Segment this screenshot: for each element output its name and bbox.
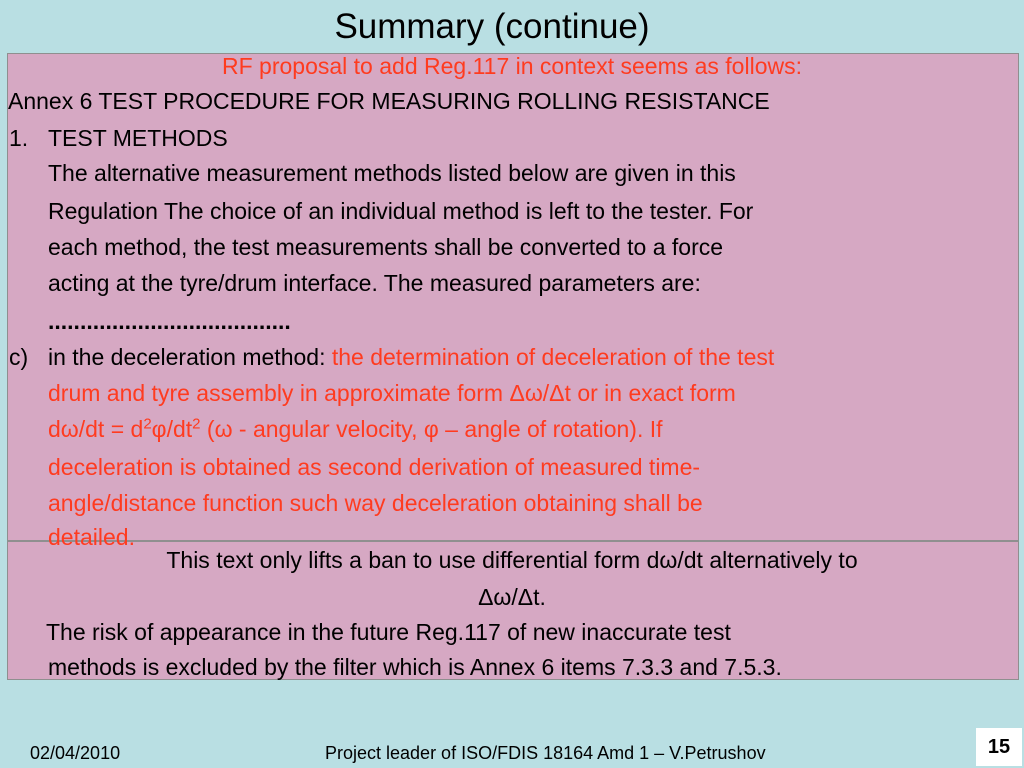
item-c-red-tail: deceleration is obtained as second derivation of measured time- bbox=[48, 454, 701, 480]
note-line: Δω/Δt. bbox=[478, 584, 546, 610]
item-c-label: in the deceleration method: bbox=[48, 344, 332, 370]
formula-sup2: 2 bbox=[192, 415, 201, 433]
formula-b: φ/dt bbox=[151, 416, 193, 442]
proposal-heading: RF proposal to add Reg.117 in context seems as follows: bbox=[222, 53, 802, 79]
item-c-marker: c) bbox=[9, 344, 29, 370]
risk-line: methods is excluded by the filter which is Annex 6 items 7.3.3 and 7.5.3. bbox=[48, 654, 782, 680]
body-line: acting at the tyre/drum interface. The measured parameters are: bbox=[48, 270, 701, 296]
formula-a: dω/dt = d bbox=[48, 416, 144, 442]
formula-c: (ω - angular velocity, φ – angle of rotation). If bbox=[200, 416, 663, 442]
item-c-red-line: drum and tyre assembly in approximate form Δω/Δt or in exact form bbox=[48, 380, 736, 406]
item-c-red-first: the determination of deceleration of the test bbox=[331, 344, 775, 370]
item-c-text bbox=[48, 342, 774, 372]
page-number: 15 bbox=[976, 728, 1022, 766]
note-line: This text only lifts a ban to use differential form dω/dt alternatively to bbox=[166, 547, 858, 573]
section-number: 1. bbox=[9, 125, 29, 151]
formula-sup1: 2 bbox=[143, 415, 152, 433]
body-line: The alternative measurement methods listed below are given in this bbox=[48, 160, 736, 186]
ellipsis-line: ...................................... bbox=[48, 308, 291, 334]
body-line: Regulation The choice of an individual method is left to the tester. For bbox=[48, 198, 754, 224]
slide-title: Summary (continue) bbox=[334, 7, 650, 46]
body-line: each method, the test measurements shall be converted to a force bbox=[48, 234, 724, 260]
item-c-red-tail: detailed. bbox=[48, 524, 135, 550]
item-c-red-tail: angle/distance function such way deceleration obtaining shall be bbox=[48, 490, 703, 516]
annex-heading: Annex 6 TEST PROCEDURE FOR MEASURING ROLLING RESISTANCE bbox=[8, 88, 770, 114]
section-title: TEST METHODS bbox=[48, 125, 228, 151]
formula-line bbox=[48, 414, 663, 444]
footer-date: 02/04/2010 bbox=[30, 743, 121, 763]
footer-author: Project leader of ISO/FDIS 18164 Amd 1 – V.Petrushov bbox=[325, 743, 766, 763]
risk-line: The risk of appearance in the future Reg.117 of new inaccurate test bbox=[46, 619, 731, 645]
